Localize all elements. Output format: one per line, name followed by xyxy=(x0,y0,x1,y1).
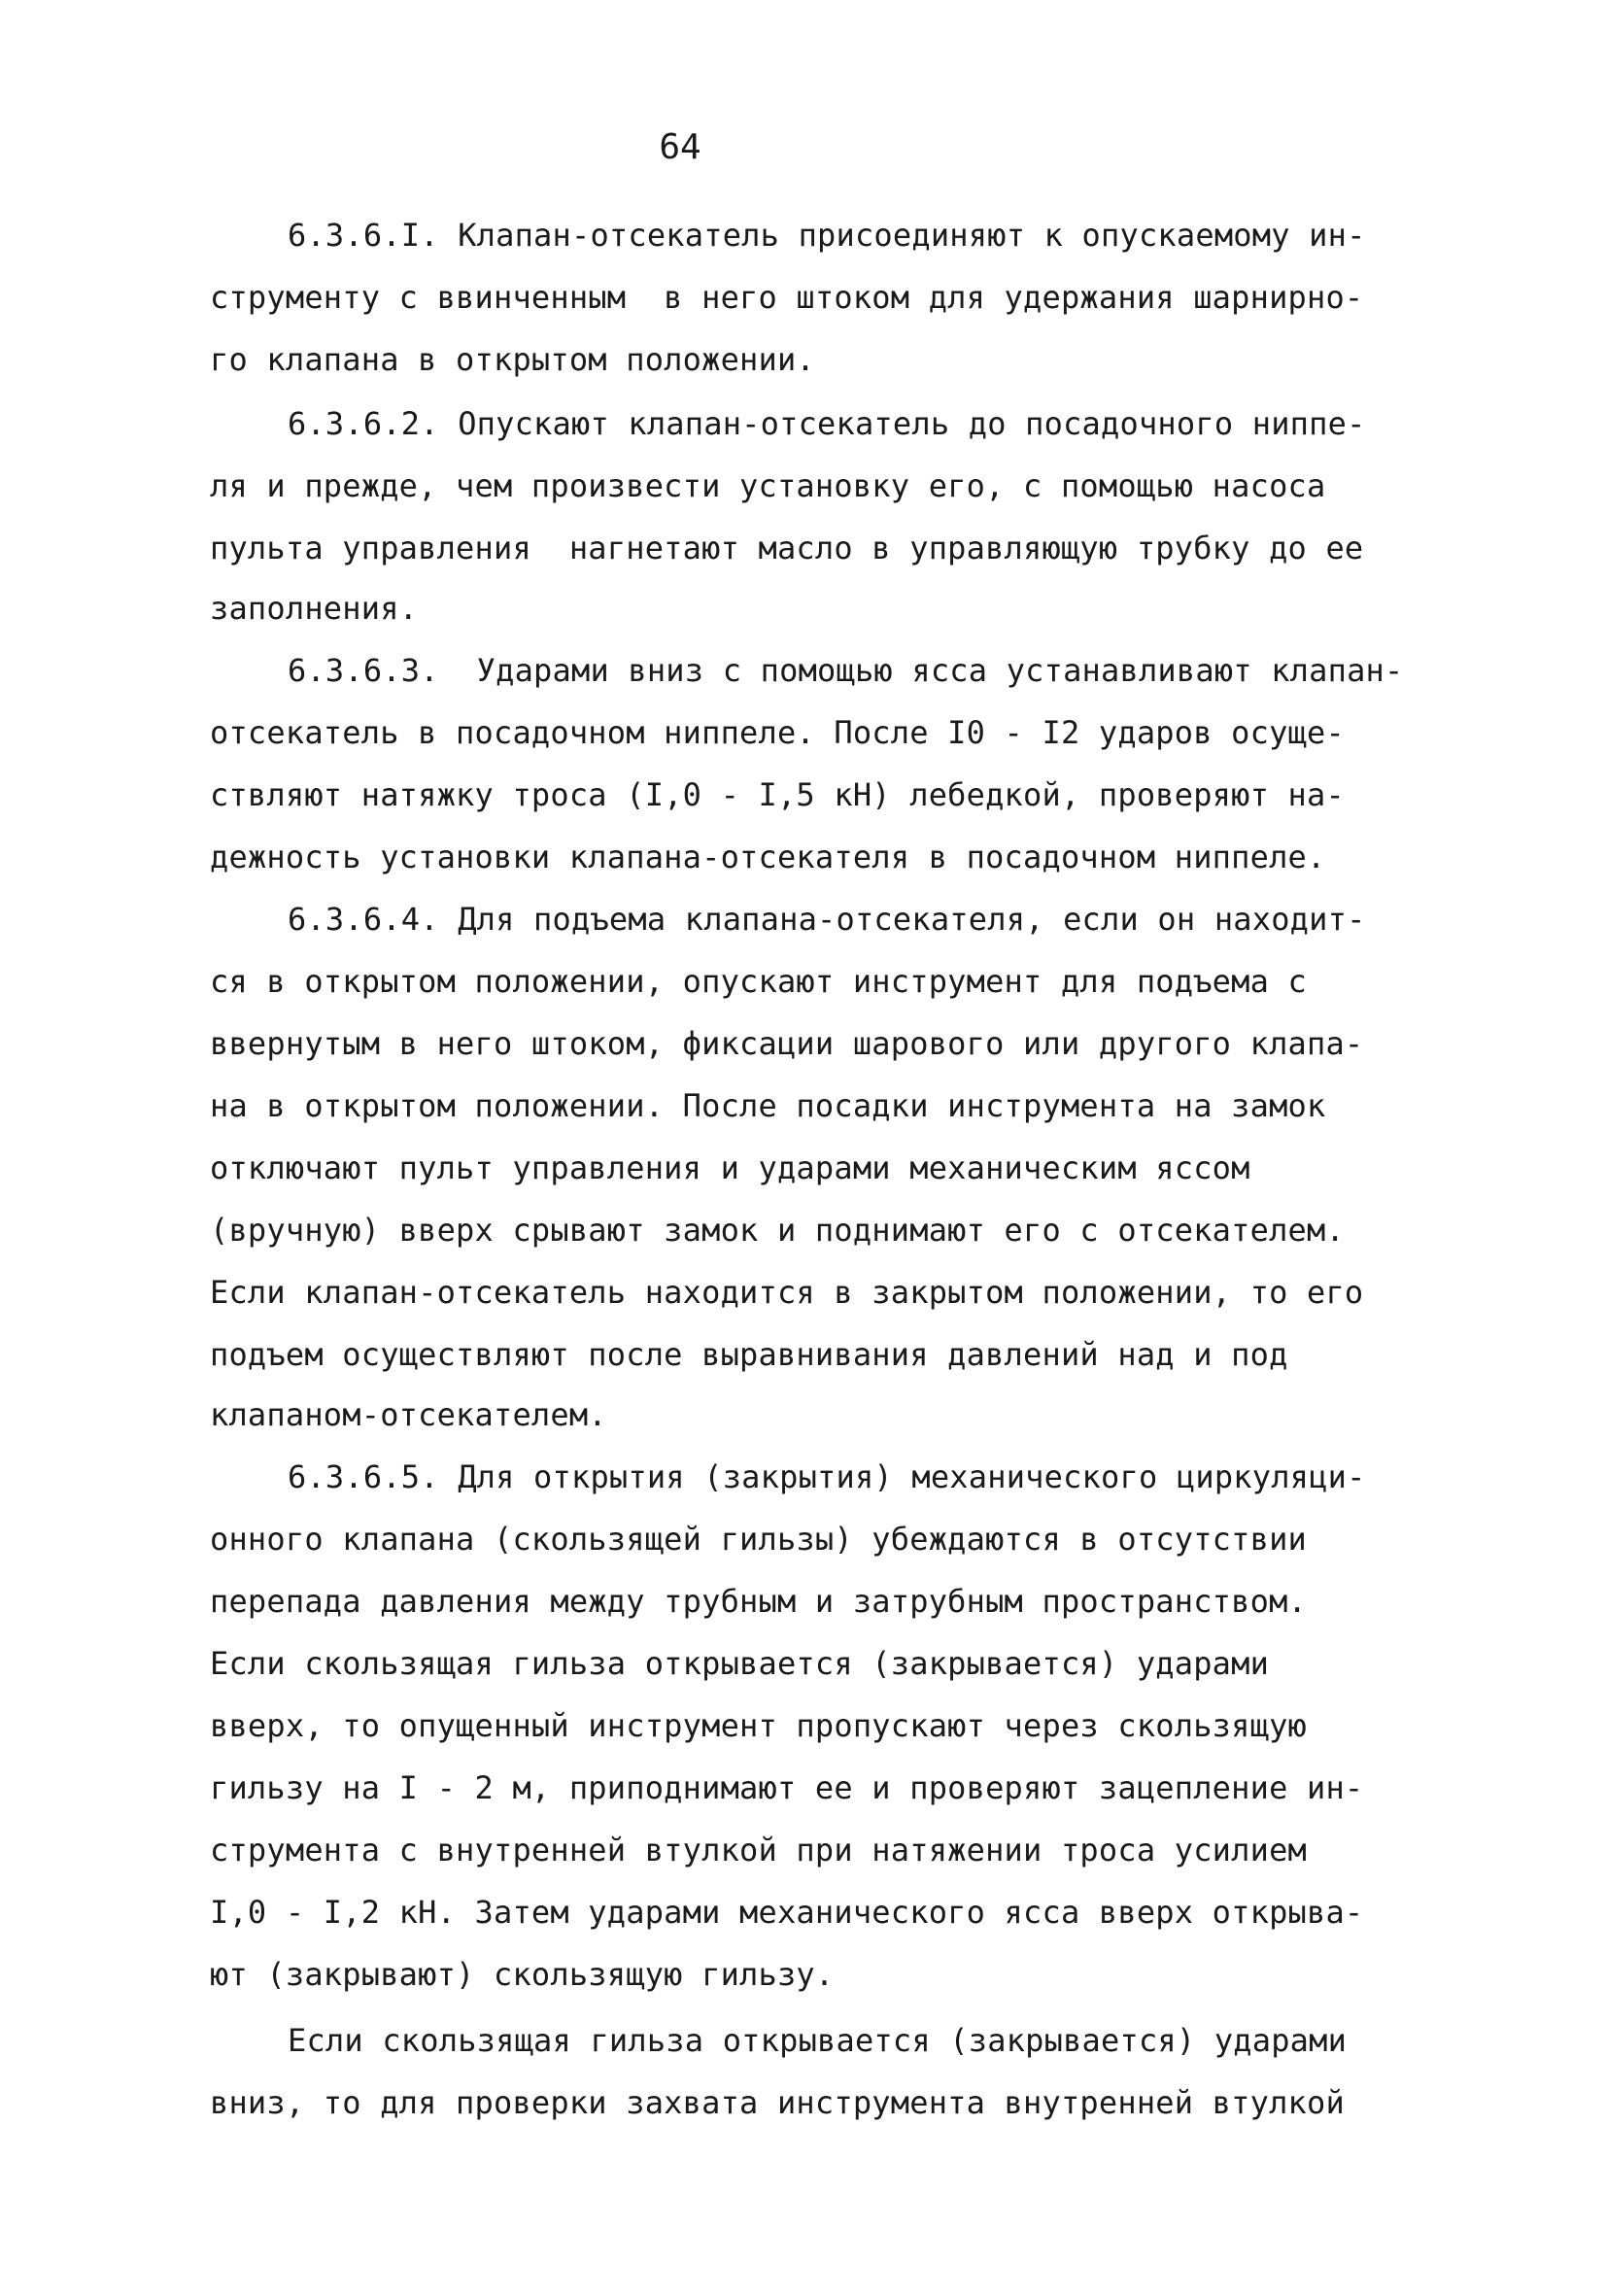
text-line: (вручную) вверх срывают замок и поднимают его с отсекателем. xyxy=(210,1212,1345,1249)
text-line: Если скользящая гильза открывается (закрывается) ударами xyxy=(288,2022,1348,2059)
text-line: 6.3.6.I. Клапан-отсекатель присоединяют к опускаемому ин- xyxy=(288,217,1366,254)
text-line: перепада давления между трубным и затрубным пространством. xyxy=(210,1583,1308,1620)
text-line: I,0 - I,2 кН. Затем ударами механического ясса вверх открыва- xyxy=(210,1894,1364,1931)
page-number: 64 xyxy=(659,127,701,167)
text-line: ся в открытом положении, опускают инструмент для подъема с xyxy=(210,963,1308,1000)
text-line: заполнения. xyxy=(210,590,419,627)
text-line: 6.3.6.2. Опускают клапан-отсекатель до посадочного ниппе- xyxy=(288,405,1366,442)
text-line: онного клапана (скользящей гильзы) убеждаются в отсутствии xyxy=(210,1521,1308,1558)
text-line: 6.3.6.4. Для подъема клапана-отсекателя, если он находит- xyxy=(288,901,1366,938)
text-line: клапаном-отсекателем. xyxy=(210,1396,607,1433)
text-line: отключают пульт управления и ударами механическим яссом xyxy=(210,1149,1250,1186)
text-line: ствляют натяжку троса (I,0 - I,5 кН) лебедкой, проверяют на- xyxy=(210,776,1345,813)
text-line: струмента с внутренней втулкой при натяжении троса усилием xyxy=(210,1832,1308,1868)
text-line: 6.3.6.3. Ударами вниз с помощью ясса устанавливают клапан- xyxy=(288,652,1404,689)
text-line: Если скользящая гильза открывается (закрывается) ударами xyxy=(210,1645,1270,1682)
text-line: дежность установки клапана-отсекателя в посадочном ниппеле. xyxy=(210,839,1326,875)
text-line: гильзу на I - 2 м, приподнимают ее и проверяют зацепление ин- xyxy=(210,1769,1364,1806)
text-line: ля и прежде, чем произвести установку его, с помощью насоса xyxy=(210,467,1326,504)
text-line: отсекатель в посадочном ниппеле. После I0 - I2 ударов осуще- xyxy=(210,714,1345,751)
text-line: на в открытом положении. После посадки инструмента на замок xyxy=(210,1087,1326,1124)
text-line: подъем осуществляют после выравнивания давлений над и под xyxy=(210,1336,1288,1373)
text-line: Если клапан-отсекатель находится в закрытом положении, то его xyxy=(210,1274,1364,1311)
text-line: вверх, то опущенный инструмент пропускают через скользящую xyxy=(210,1707,1308,1744)
text-line: пульта управления нагнетают масло в управляющую трубку до ее xyxy=(210,530,1364,566)
text-line: 6.3.6.5. Для открытия (закрытия) механического циркуляци- xyxy=(288,1458,1366,1495)
text-line: ввернутым в него штоком, фиксации шарового или другого клапа- xyxy=(210,1025,1364,1062)
text-line: ют (закрывают) скользящую гильзу. xyxy=(210,1956,835,1993)
text-line: го клапана в открытом положении. xyxy=(210,341,815,378)
text-line: струменту с ввинченным в него штоком для удержания шарнирно- xyxy=(210,279,1364,316)
text-line: вниз, то для проверки захвата инструмента внутренней втулкой xyxy=(210,2084,1345,2121)
